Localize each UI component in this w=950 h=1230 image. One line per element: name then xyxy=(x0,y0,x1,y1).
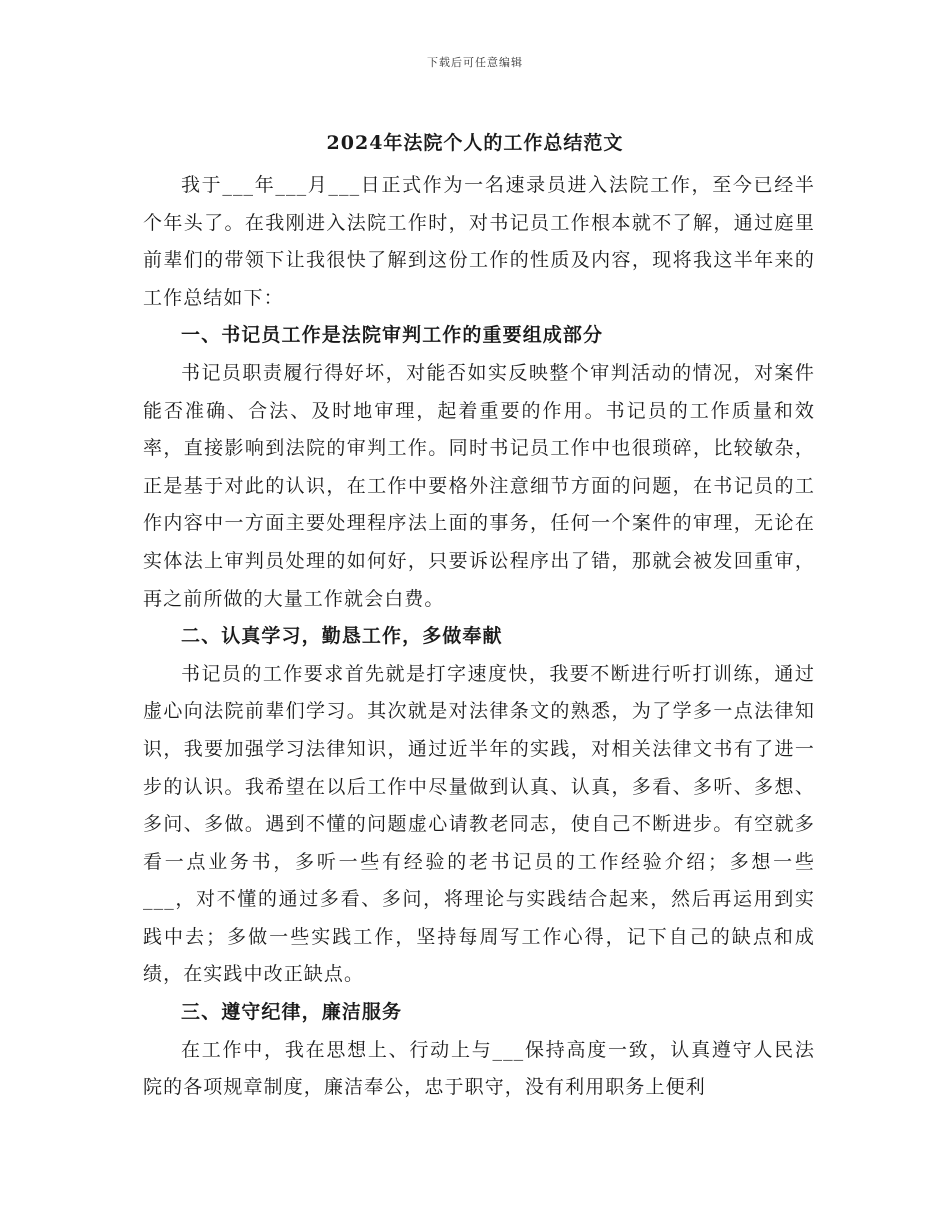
section-3-paragraph: 在工作中，我在思想上、行动上与___保持高度一致，认真遵守人民法院的各项规章制度，廉洁奉公，忠于职守，没有利用职务上便利 xyxy=(143,1038,815,1099)
section-heading-2: 二、认真学习，勤恳工作，多做奉献 xyxy=(181,625,503,648)
document-title: 2024年法院个人的工作总结范文 xyxy=(326,132,624,154)
section-1-paragraph: 书记员职责履行得好坏，对能否如实反映整个审判活动的情况，对案件能否准确、合法、及时地审理，起着重要的作用。书记员的工作质量和效率，直接影响到法院的审判工作。同时书记员工作中也很琐碎，比较敏杂，正是基于对此的认识，在工作中要格外注意细节方面的问题，在书记员的工作内容中一方面主要处理程序法上面的事务，任何一个案件的审理，无论在实体法上审判员处理的如何好，只要诉讼程序出了错，那就会被发回重审，再之前所做的大量工作就会白费。 xyxy=(143,361,815,610)
section-2-paragraph: 书记员的工作要求首先就是打字速度快，我要不断进行听打训练，通过虚心向法院前辈们学习。其次就是对法律条文的熟悉，为了学多一点法律知识，我要加强学习法律知识，通过近半年的实践，对相关法律文书有了进一步的认识。我希望在以后工作中尽量做到认真、认真，多看、多听、多想、多问、多做。遇到不懂的问题虚心请教老同志，使自己不断进步。有空就多看一点业务书，多听一些有经验的老书记员的工作经验介绍；多想一些___，对不懂的通过多看、多问，将理论与实践结合起来，然后再运用到实践中去；多做一些实践工作，坚持每周写工作心得，记下自己的缺点和成绩，在实践中改正缺点。 xyxy=(143,662,815,986)
document-body xyxy=(143,167,815,1107)
intro-paragraph: 我于___年___月___日正式作为一名速录员进入法院工作，至今已经半个年头了。在我刚进入法院工作时，对书记员工作根本就不了解，通过庭里前辈们的带领下让我很快了解到这份工作的性质及内容，现将我这半年来的工作总结如下： xyxy=(143,174,815,309)
page-header-note: 下载后可任意编辑 xyxy=(427,56,523,69)
section-heading-1: 一、书记员工作是法院审判工作的重要组成部分 xyxy=(181,324,604,347)
section-heading-3: 三、遵守纪律，廉洁服务 xyxy=(181,1001,403,1024)
